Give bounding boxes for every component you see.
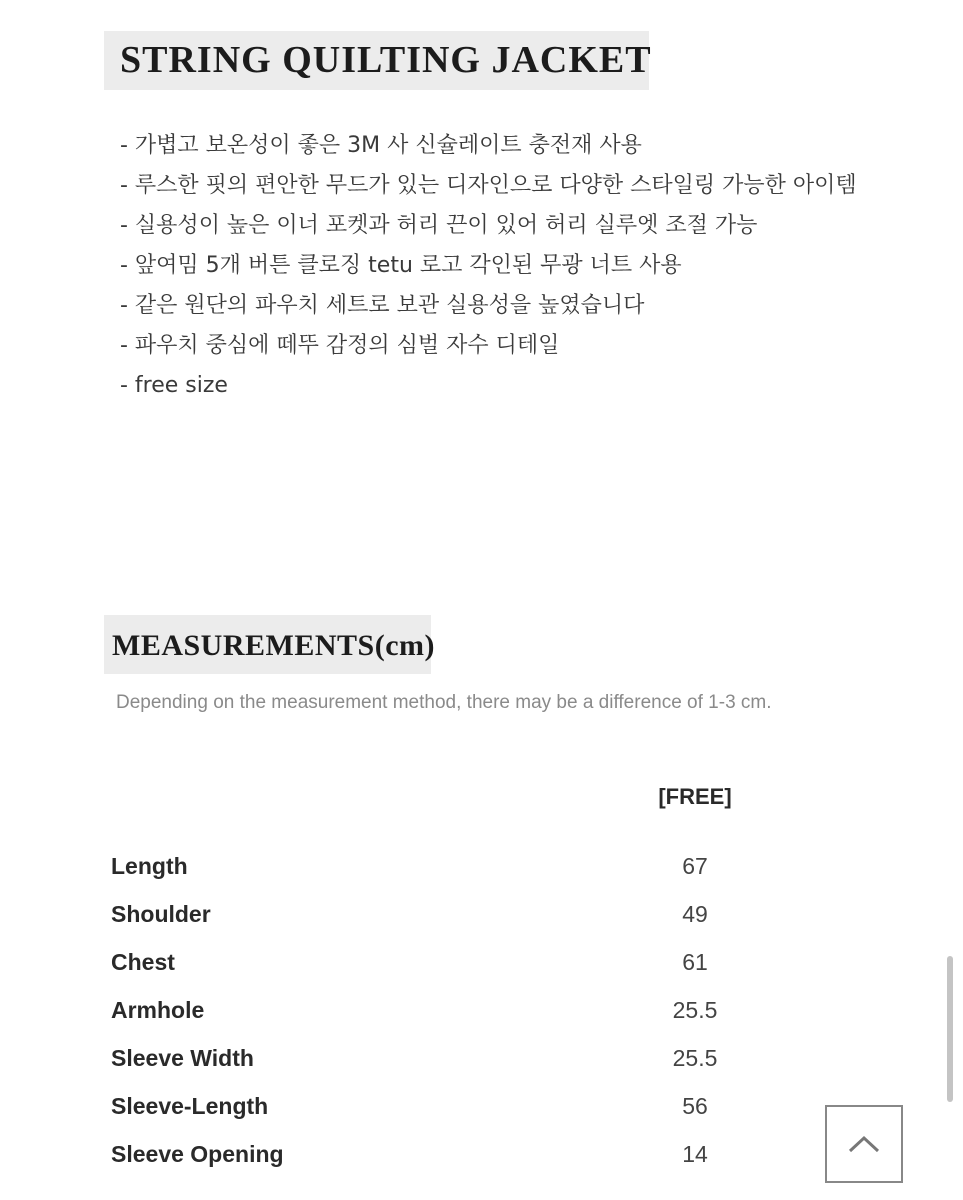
row-value: 49 [682,901,708,927]
table-row [111,1130,771,1178]
feature-item: - free size [120,373,228,398]
row-label: Sleeve-Length [111,1093,269,1119]
scroll-to-top-button[interactable] [825,1105,903,1183]
row-label: Armhole [111,997,205,1023]
row-value: 56 [682,1093,708,1119]
product-title: STRING QUILTING JACKET [104,31,649,90]
feature-item: - 실용성이 높은 이너 포켓과 허리 끈이 있어 허리 실루엣 조절 가능 [120,213,758,238]
feature-item: - 루스한 핏의 편안한 무드가 있는 디자인으로 다양한 스타일링 가능한 아이템 [120,173,857,198]
table-row [111,842,771,890]
measurement-table [111,842,771,1178]
size-column-header: [FREE] [658,784,732,809]
feature-item: - 앞여밈 5개 버튼 클로징 tetu 로고 각인된 무광 너트 사용 [120,253,682,278]
chevron-up-icon [847,1134,881,1154]
row-label: Sleeve Opening [111,1141,284,1167]
scrollbar-thumb[interactable] [947,956,953,1102]
measurement-note: Depending on the measurement method, there may be a difference of 1-3 cm. [116,692,772,713]
row-value: 67 [682,853,708,879]
row-value: 61 [682,949,708,975]
row-label: Chest [111,949,175,975]
feature-item: - 파우치 중심에 떼뚜 감정의 심벌 자수 디테일 [120,333,560,358]
feature-item: - 가볍고 보온성이 좋은 3M 사 신슐레이트 충전재 사용 [120,133,642,158]
feature-item: - 같은 원단의 파우치 세트로 보관 실용성을 높였습니다 [120,293,645,318]
table-row [111,890,771,938]
row-label: Length [111,853,188,879]
table-row [111,938,771,986]
measurements-title: MEASUREMENTS(cm) [104,615,431,674]
table-row [111,986,771,1034]
row-label: Shoulder [111,901,211,927]
row-label: Sleeve Width [111,1045,254,1071]
row-value: 14 [682,1141,708,1167]
table-row [111,1034,771,1082]
row-value: 25.5 [672,1045,718,1071]
row-value: 25.5 [672,997,718,1023]
feature-list [120,126,857,406]
table-row [111,1082,771,1130]
